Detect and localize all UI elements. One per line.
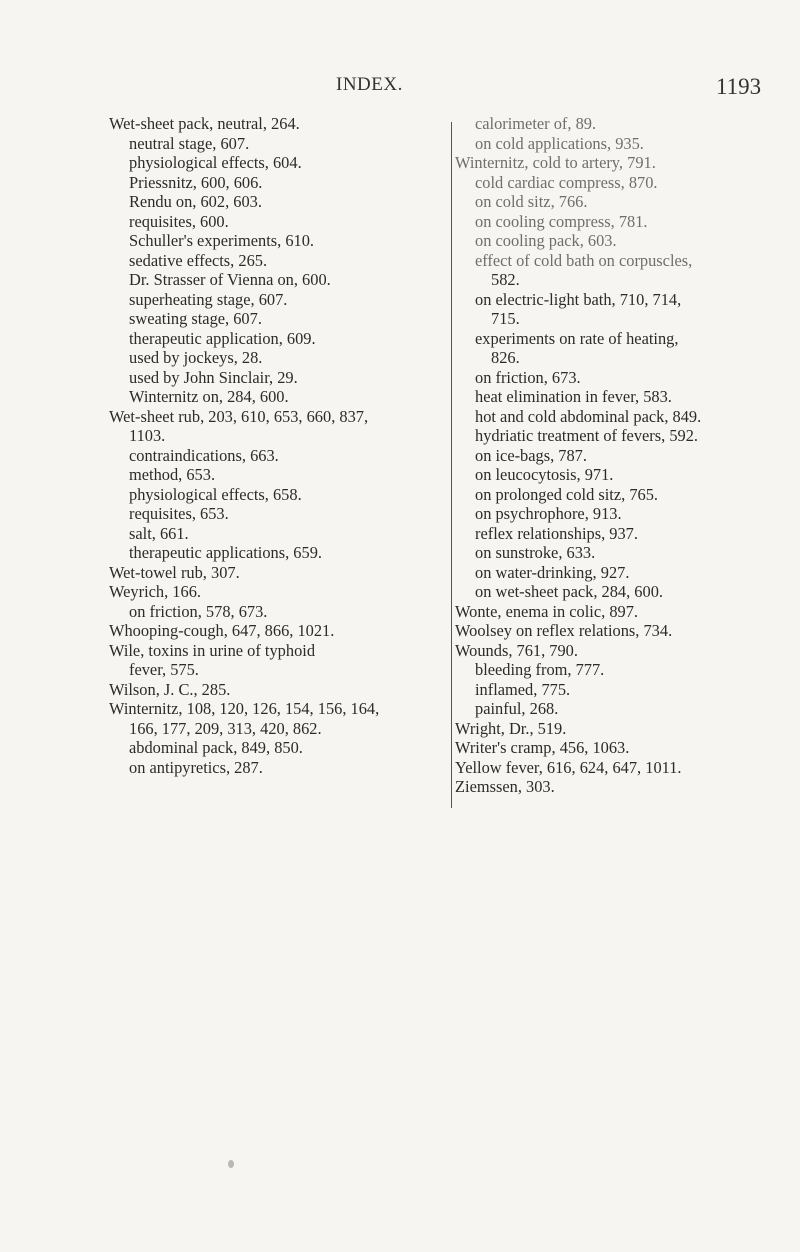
index-subentry: 826.	[491, 348, 520, 367]
index-entry: Whooping-cough, 647, 866, 1021.	[109, 621, 335, 640]
index-subentry: Winternitz on, 284, 600.	[129, 387, 289, 406]
index-subentry: calorimeter of, 89.	[475, 114, 597, 133]
index-subentry: on cold sitz, 766.	[475, 192, 588, 211]
index-subentry: effect of cold bath on corpuscles,	[475, 250, 693, 270]
running-head: INDEX.	[336, 74, 403, 95]
index-subentry: fever, 575.	[129, 660, 199, 679]
index-subentry: on cooling compress, 781.	[475, 211, 648, 231]
index-entry: Writer's cramp, 456, 1063.	[455, 738, 630, 757]
index-subentry: physiological effects, 658.	[129, 484, 302, 504]
index-entry: Wilson, J. C., 285.	[109, 679, 231, 699]
index-subentry: Priessnitz, 600, 606.	[129, 172, 263, 192]
index-subentry: Schuller's experiments, 610.	[129, 231, 315, 250]
index-subentry: 166, 177, 209, 313, 420, 862.	[129, 718, 322, 738]
index-subentry: on friction, 578, 673.	[129, 601, 268, 621]
index-column-left	[109, 114, 439, 777]
index-subentry: sweating stage, 607.	[129, 309, 262, 328]
index-column-right	[455, 114, 775, 797]
index-subentry: method, 653.	[129, 465, 216, 484]
index-subentry: on psychrophore, 913.	[475, 504, 622, 523]
index-entry: Weyrich, 166.	[109, 582, 201, 601]
index-entry: Wright, Dr., 519.	[455, 718, 567, 738]
index-subentry: on prolonged cold sitz, 765.	[475, 484, 659, 504]
index-subentry: therapeutic applications, 659.	[129, 543, 322, 562]
index-subentry: on cold applications, 935.	[475, 133, 644, 153]
index-subentry: salt, 661.	[129, 523, 189, 543]
index-subentry: on sunstroke, 633.	[475, 543, 596, 562]
index-subentry: 715.	[491, 309, 520, 328]
page-number: 1193	[716, 74, 762, 99]
index-subentry: Rendu on, 602, 603.	[129, 192, 262, 211]
index-entry: Winternitz, 108, 120, 126, 154, 156, 164,	[109, 699, 380, 718]
index-entry: Wonte, enema in colic, 897.	[455, 601, 639, 621]
index-entry: Wet-sheet rub, 203, 610, 653, 660, 837,	[109, 406, 369, 426]
index-subentry: hydriatic treatment of fevers, 592.	[475, 426, 699, 445]
index-subentry: Dr. Strasser of Vienna on, 600.	[129, 270, 331, 289]
index-subentry: abdominal pack, 849, 850.	[129, 738, 303, 757]
index-subentry: on friction, 673.	[475, 367, 581, 387]
index-subentry: neutral stage, 607.	[129, 133, 250, 153]
index-subentry: reflex relationships, 937.	[475, 523, 638, 543]
index-entry: Yellow fever, 616, 624, 647, 1011.	[455, 757, 682, 777]
index-subentry: on antipyretics, 287.	[129, 757, 263, 777]
index-entry: Wet-towel rub, 307.	[109, 562, 240, 582]
index-subentry: used by jockeys, 28.	[129, 348, 263, 367]
index-subentry: on ice-bags, 787.	[475, 445, 587, 465]
index-entry: Woolsey on reflex relations, 734.	[455, 621, 673, 640]
column-divider	[451, 122, 452, 808]
index-subentry: sedative effects, 265.	[129, 250, 268, 270]
index-subentry: heat elimination in fever, 583.	[475, 387, 672, 406]
index-entry: Ziemssen, 303.	[455, 777, 555, 796]
index-subentry: on wet-sheet pack, 284, 600.	[475, 582, 663, 601]
index-entry: Winternitz, cold to artery, 791.	[455, 153, 656, 172]
index-subentry: contraindications, 663.	[129, 445, 279, 465]
page-header	[0, 74, 800, 104]
index-subentry: therapeutic application, 609.	[129, 328, 316, 348]
index-subentry: superheating stage, 607.	[129, 289, 288, 309]
index-entry: Wile, toxins in urine of typhoid	[109, 640, 316, 660]
index-subentry: cold cardiac compress, 870.	[475, 172, 658, 192]
index-subentry: requisites, 653.	[129, 504, 229, 523]
index-subentry: 1103.	[129, 426, 166, 445]
index-subentry: physiological effects, 604.	[129, 153, 302, 172]
paper-blemish	[228, 1160, 234, 1168]
index-subentry: on electric-light bath, 710, 714,	[475, 289, 682, 309]
index-subentry: experiments on rate of heating,	[475, 328, 679, 348]
index-subentry: on water-drinking, 927.	[475, 562, 630, 582]
index-subentry: bleeding from, 777.	[475, 660, 605, 679]
index-entry: Wounds, 761, 790.	[455, 640, 578, 660]
index-subentry: on leucocytosis, 971.	[475, 465, 614, 484]
index-entry: Wet-sheet pack, neutral, 264.	[109, 114, 300, 133]
index-subentry: 582.	[491, 270, 520, 289]
index-subentry: painful, 268.	[475, 699, 559, 718]
index-subentry: on cooling pack, 603.	[475, 231, 617, 250]
index-subentry: used by John Sinclair, 29.	[129, 367, 298, 387]
index-subentry: hot and cold abdominal pack, 849.	[475, 406, 702, 426]
index-subentry: inflamed, 775.	[475, 679, 571, 699]
index-subentry: requisites, 600.	[129, 211, 229, 231]
